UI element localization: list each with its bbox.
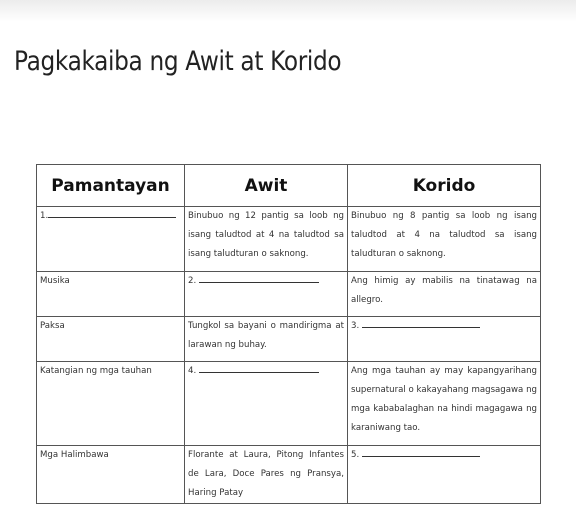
cell-awit: Tungkol sa bayani o mandirigma at larawan ng buhay. — [185, 317, 348, 362]
comparison-table — [36, 164, 541, 504]
cell-pamantayan: Musika — [37, 272, 185, 317]
item-number: 2. — [188, 276, 197, 286]
table-row — [37, 207, 541, 272]
cell-pamantayan: Mga Halimbawa — [37, 446, 185, 504]
cell-pamantayan: Paksa — [37, 317, 185, 362]
cell-korido: Ang mga tauhan ay may kapangyarihang supernatural o kakayahang magsagawa ng mga kababalaghan na hindi magagawa ng karaniwang tao. — [348, 362, 541, 446]
cell-korido: Binubuo ng 8 pantig sa loob ng isang taludtod at 4 na taludtod sa isang taludturan o saknong. — [348, 207, 541, 272]
fill-in-blank — [362, 318, 480, 328]
item-number: 5. — [351, 450, 360, 460]
header-awit: Awit — [185, 165, 348, 207]
table-row — [37, 272, 541, 317]
cell-awit — [185, 362, 348, 446]
cell-awit: Florante at Laura, Pitong Infantes de Lara, Doce Pares ng Pransya, Haring Patay — [185, 446, 348, 504]
table-row — [37, 446, 541, 504]
fill-in-blank — [362, 447, 480, 457]
header-pamantayan: Pamantayan — [37, 165, 185, 207]
item-number: 1. — [40, 211, 49, 221]
cell-pamantayan — [37, 207, 185, 272]
cell-awit — [185, 272, 348, 317]
cell-korido — [348, 446, 541, 504]
table-row — [37, 317, 541, 362]
item-number: 4. — [188, 366, 197, 376]
cell-awit: Binubuo ng 12 pantig sa loob ng isang taludtod at 4 na taludtod sa isang taludturan o saknong. — [185, 207, 348, 272]
fill-in-blank — [48, 208, 176, 218]
page-title: Pagkakaiba ng Awit at Korido — [14, 46, 342, 77]
table-row — [37, 362, 541, 446]
top-shade — [0, 0, 576, 22]
table-header-row — [37, 165, 541, 207]
cell-korido: Ang himig ay mabilis na tinatawag na allegro. — [348, 272, 541, 317]
header-korido: Korido — [348, 165, 541, 207]
fill-in-blank — [199, 363, 319, 373]
fill-in-blank — [199, 273, 319, 283]
cell-pamantayan: Katangian ng mga tauhan — [37, 362, 185, 446]
cell-korido — [348, 317, 541, 362]
item-number: 3. — [351, 321, 360, 331]
